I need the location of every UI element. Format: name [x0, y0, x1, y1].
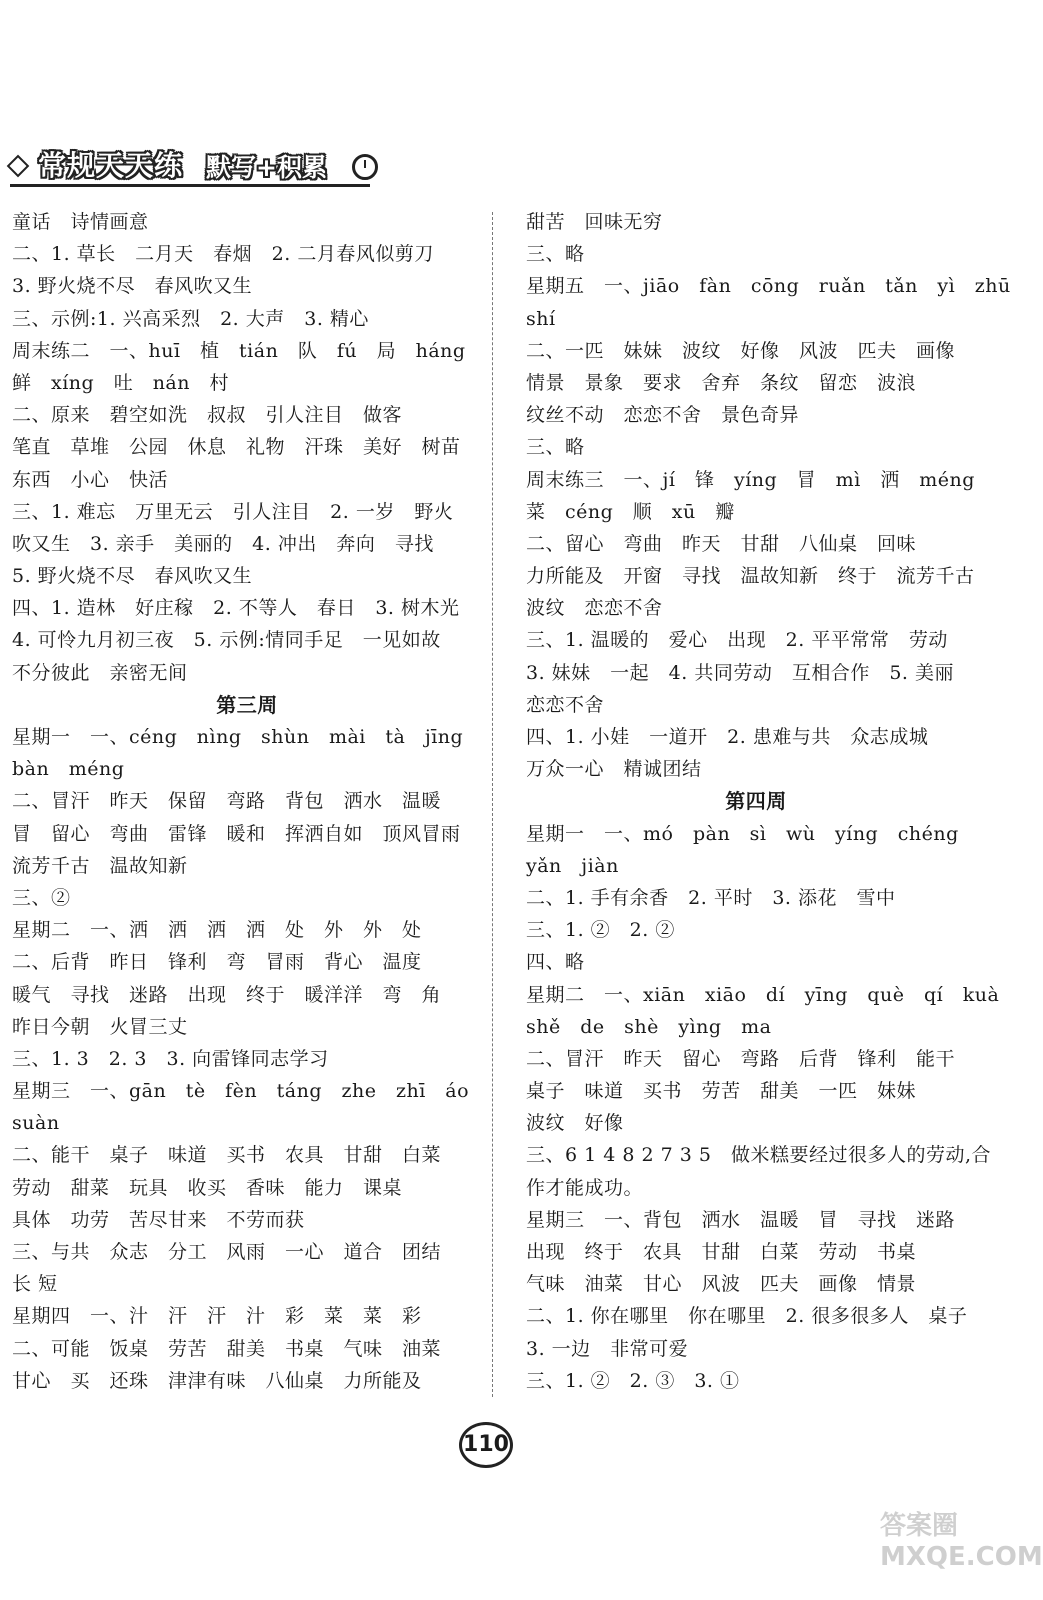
column-divider	[492, 212, 493, 1397]
answer-line: 菜 céng 顺 xū 瓣	[526, 500, 735, 523]
answer-line: 力所能及 开窗 寻找 温故知新 终于 流芳千古	[526, 565, 975, 588]
week-heading: 第四周	[725, 789, 787, 814]
answer-line: 具体 功劳 苦尽甘来 不劳而获	[12, 1208, 305, 1231]
answer-line: 长 短	[12, 1273, 58, 1296]
answer-line: 周末练三 一、jí 锋 yíng 冒 mì 洒 méng	[526, 468, 975, 491]
answer-line: 三、6 1 4 8 2 7 3 5 做米糕要经过很多人的劳动,合	[526, 1144, 992, 1167]
answer-line: 甜苦 回味无穷	[526, 211, 663, 233]
answer-line: 4. 可怜九月初三夜 5. 示例:情同手足 一见如故	[12, 629, 441, 652]
answer-line: 童话 诗情画意	[12, 211, 149, 233]
answer-line: 星期三 一、gān tè fèn táng zhe zhī áo	[12, 1080, 470, 1103]
diamond-icon	[7, 155, 30, 178]
answer-line: 三、示例:1. 兴高采烈 2. 大声 3. 精心	[12, 307, 369, 330]
answer-line: 恋恋不舍	[526, 693, 605, 716]
answer-line: 鲜 xíng 吐 nán 村	[12, 371, 229, 394]
answer-line: 三、1. 温暖的 爱心 出现 2. 平平常常 劳动	[526, 629, 948, 652]
banner-title: 常规天天练	[38, 149, 184, 182]
answer-line: 波纹 好像	[526, 1112, 624, 1135]
answer-line: 暖气 寻找 迷路 出现 终于 暖洋洋 弯 角	[12, 983, 442, 1006]
answer-line: 作才能成功。	[526, 1176, 644, 1199]
answer-line: 吹又生 3. 亲手 美丽的 4. 冲出 奔向 寻找	[12, 532, 434, 555]
answer-line: 三、1. ② 2. ②	[526, 919, 675, 942]
answer-line: suàn	[12, 1112, 60, 1135]
answer-line: 波纹 恋恋不舍	[526, 597, 663, 620]
left-column	[12, 206, 482, 1397]
answer-line: 冒 留心 弯曲 雷锋 暖和 挥洒自如 顶风冒雨	[12, 822, 461, 845]
answer-line: 三、略	[526, 243, 585, 266]
answer-line: 二、1. 手有余香 2. 平时 3. 添花 雪中	[526, 886, 896, 909]
answer-line: shě de shè yìng ma	[526, 1015, 772, 1038]
banner-underline	[10, 184, 370, 187]
answer-line: 四、1. 小娃 一道开 2. 患难与共 众志成城	[526, 726, 929, 748]
answer-line: 东西 小心 快活	[12, 468, 169, 491]
answer-line: 三、1. 难忘 万里无云 引人注目 2. 一岁 野火	[12, 500, 454, 523]
right-column	[526, 206, 1011, 1397]
answer-line: 不分彼此 亲密无间	[12, 661, 188, 684]
answer-line: 3. 妹妹 一起 4. 共同劳动 互相合作 5. 美丽	[526, 661, 955, 684]
answer-line: bàn méng	[12, 758, 125, 781]
answer-line: 气味 油菜 甘心 风波 匹夫 画像 情景	[526, 1273, 917, 1296]
week-heading: 第三周	[216, 692, 278, 717]
banner-subtitle: 默写+积累	[206, 153, 327, 182]
answer-line: 周末练二 一、huī 植 tián 队 fú 局 háng	[12, 339, 466, 362]
answer-line: 二、可能 饭桌 劳苦 甜美 书桌 气味 油菜	[12, 1337, 442, 1360]
answer-line: 星期三 一、背包 洒水 温暖 冒 寻找 迷路	[526, 1208, 956, 1231]
answer-line: 星期五 一、jiāo fàn cōng ruǎn tǎn yì zhū	[526, 275, 1011, 298]
answer-line: 情景 景象 要求 舍弃 条纹 留恋 波浪	[526, 371, 917, 394]
answer-line: 星期四 一、汁 汗 汗 汁 彩 菜 菜 彩	[12, 1305, 422, 1328]
answer-line: 桌子 味道 买书 劳苦 甜美 一匹 妹妹	[526, 1080, 917, 1103]
answer-line: 流芳千古 温故知新	[12, 854, 188, 877]
answer-line: 三、1. ② 2. ③ 3. ①	[526, 1369, 740, 1392]
answer-line: 二、能干 桌子 味道 买书 农具 甘甜 白菜	[12, 1144, 442, 1167]
answer-line: 二、一匹 妹妹 波纹 好像 风波 匹夫 画像	[526, 339, 956, 362]
answer-line: 三、略	[526, 436, 585, 459]
answer-line: 三、②	[12, 886, 71, 909]
section-banner	[10, 140, 380, 192]
answer-line: 昨日今朝 火冒三丈	[12, 1015, 188, 1038]
answer-line: 星期二 一、洒 洒 洒 洒 处 外 外 处	[12, 919, 422, 942]
answer-line: 甘心 买 还珠 津津有味 八仙桌 力所能及	[12, 1369, 422, 1392]
watermark-logo: 答案圈 MXQE.COM	[880, 1511, 1043, 1572]
answer-line: 四、1. 造林 好庄稼 2. 不等人 春日 3. 树木光	[12, 597, 460, 620]
answer-line: 3. 一边 非常可爱	[526, 1337, 689, 1360]
answer-line: 四、略	[526, 951, 585, 974]
answer-line: 二、冒汗 昨天 保留 弯路 背包 洒水 温暖	[12, 790, 442, 813]
answer-line: 二、1. 草长 二月天 春烟 2. 二月春风似剪刀	[12, 243, 434, 266]
answer-line: 二、留心 弯曲 昨天 甘甜 八仙桌 回味	[526, 532, 917, 555]
answer-line: 二、冒汗 昨天 留心 弯路 后背 锋利 能干	[526, 1047, 956, 1070]
answer-line: 三、1. 3 2. 3 3. 向雷锋同志学习	[12, 1047, 329, 1070]
answer-line: 笔直 草堆 公园 休息 礼物 汗珠 美好 树苗	[12, 436, 461, 459]
answer-line: 纹丝不动 恋恋不舍 景色奇异	[526, 404, 800, 427]
answer-line: 劳动 甜菜 玩具 收买 香味 能力 课桌	[12, 1176, 403, 1199]
page-number: 110	[459, 1422, 513, 1468]
answer-line: 星期二 一、xiān xiāo dí yīng què qí kuà	[526, 983, 1000, 1006]
answer-line: 三、与共 众志 分工 风雨 一心 道合 团结	[12, 1241, 442, 1263]
answer-line: 星期一 一、céng nìng shùn mài tà jīng	[12, 726, 464, 748]
answer-line: 二、原来 碧空如洗 叔叔 引人注目 做客	[12, 404, 403, 427]
answer-line: 二、1. 你在哪里 你在哪里 2. 很多很多人 桌子	[526, 1305, 968, 1328]
answer-line: 二、后背 昨日 锋利 弯 冒雨 背心 温度	[12, 951, 422, 974]
answer-line: 出现 终于 农具 甘甜 白菜 劳动 书桌	[526, 1241, 917, 1263]
answer-line: 星期一 一、mó pàn sì wù yíng chéng	[526, 822, 959, 845]
answer-line: 5. 野火烧不尽 春风吹又生	[12, 565, 253, 588]
answer-line: 万众一心 精诚团结	[526, 758, 702, 781]
clock-icon	[352, 154, 378, 180]
answer-line: shí	[526, 307, 556, 330]
answer-line: yǎn jiàn	[526, 854, 619, 877]
answer-line: 3. 野火烧不尽 春风吹又生	[12, 275, 253, 298]
